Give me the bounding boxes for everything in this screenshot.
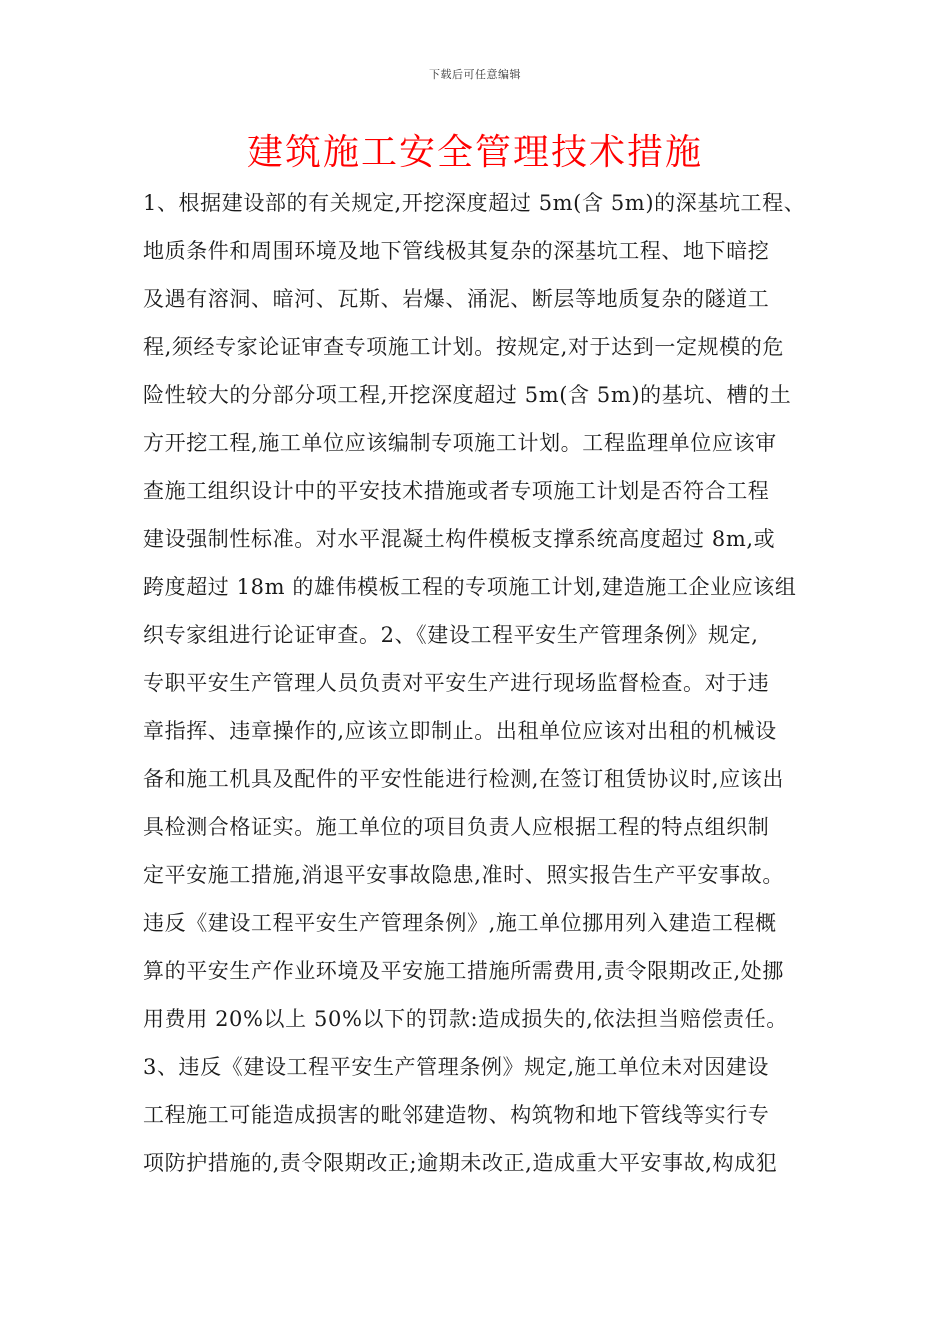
- body-line: 具检测合格证实。施工单位的项目负责人应根据工程的特点组织制: [143, 815, 770, 839]
- document-title: 建筑施工安全管理技术措施: [246, 132, 703, 173]
- body-line: 程,须经专家论证审查专项施工计划。按规定,对于达到一定规模的危: [143, 335, 784, 359]
- body-line: 险性较大的分部分项工程,开挖深度超过 5m(含 5m)的基坑、槽的土: [143, 383, 792, 407]
- header-note: 下载后可任意编辑: [429, 68, 521, 81]
- body-line: 建设强制性标准。对水平混凝土构件模板支撑系统高度超过 8m,或: [143, 527, 776, 551]
- body-line: 工程施工可能造成损害的毗邻建造物、构筑物和地下管线等实行专: [143, 1103, 770, 1127]
- body-line: 定平安施工措施,消退平安事故隐患,准时、照实报告生产平安事故。: [143, 863, 784, 887]
- body-line: 及遇有溶洞、暗河、瓦斯、岩爆、涌泥、断层等地质复杂的隧道工: [143, 287, 770, 311]
- body-line: 专职平安生产管理人员负责对平安生产进行现场监督检查。对于违: [143, 671, 770, 695]
- body-line: 方开挖工程,施工单位应该编制专项施工计划。工程监理单位应该审: [143, 431, 777, 455]
- body-line: 违反《建设工程平安生产管理条例》,施工单位挪用列入建造工程概: [143, 911, 777, 935]
- body-line: 3、违反《建设工程平安生产管理条例》规定,施工单位未对因建设: [143, 1055, 770, 1079]
- body-line: 备和施工机具及配件的平安性能进行检测,在签订租赁协议时,应该出: [143, 767, 784, 791]
- document-body: [143, 179, 813, 1187]
- body-line: 地质条件和周围环境及地下管线极其复杂的深基坑工程、地下暗挖: [143, 239, 770, 263]
- body-line: 算的平安生产作业环境及平安施工措施所需费用,责令限期改正,处挪: [143, 959, 784, 983]
- body-line: 章指挥、违章操作的,应该立即制止。出租单位应该对出租的机械设: [143, 719, 777, 743]
- body-line: 织专家组进行论证审查。2、《建设工程平安生产管理条例》规定,: [143, 623, 759, 647]
- body-line: 用费用 20%以上 50%以下的罚款:造成损失的,依法担当赔偿责任。: [143, 1007, 788, 1031]
- body-line: 跨度超过 18m 的雄伟模板工程的专项施工计划,建造施工企业应该组: [143, 575, 797, 599]
- body-line: 1、根据建设部的有关规定,开挖深度超过 5m(含 5m)的深基坑工程、: [143, 191, 806, 215]
- body-line: 项防护措施的,责令限期改正;逾期未改正,造成重大平安事故,构成犯: [143, 1151, 778, 1175]
- body-line: 查施工组织设计中的平安技术措施或者专项施工计划是否符合工程: [143, 479, 770, 503]
